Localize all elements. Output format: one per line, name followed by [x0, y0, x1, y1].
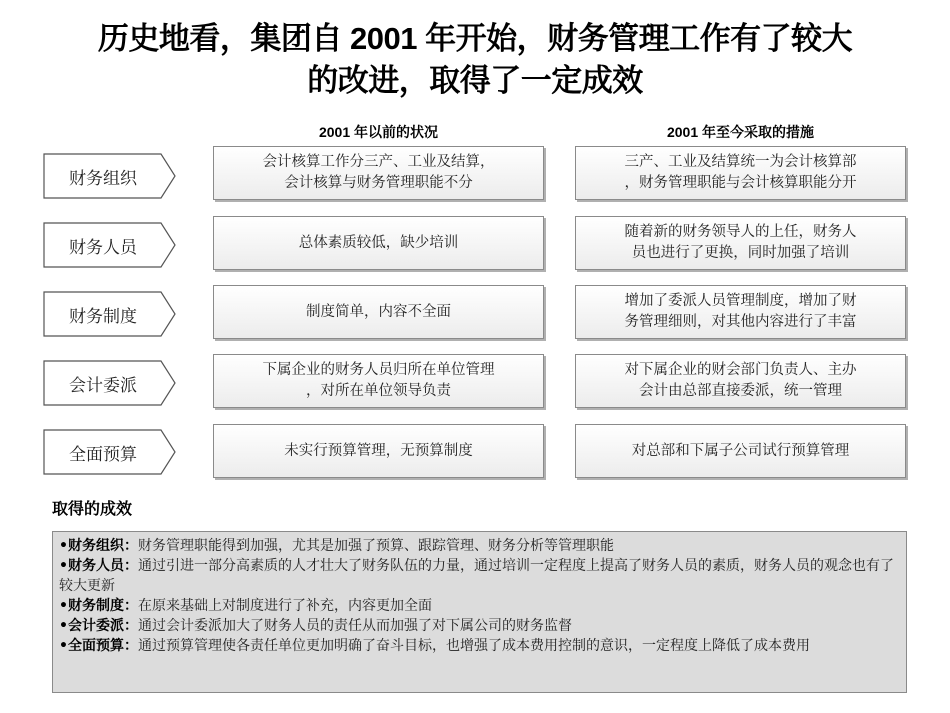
results-heading: 取得的成效 [52, 499, 133, 518]
result-term: 财务制度： [67, 598, 138, 614]
result-text: 财务管理职能得到加强，尤其是加强了预算、跟踪管理、财务分析等管理职能 [137, 538, 614, 554]
column-header-before: 2001 年以前的状况 [318, 124, 439, 140]
results-box [52, 531, 907, 693]
row-label-text: 财务组织 [69, 168, 137, 189]
page-title-line-1: 历史地看，集团自 2001 年开始，财务管理工作有了较大 [97, 21, 853, 56]
after-box-financial-system [575, 285, 906, 339]
bullet: • [59, 618, 68, 634]
page-title-line-2: 的改进，取得了一定成效 [307, 63, 643, 98]
result-term: 会计委派： [67, 618, 138, 634]
after-text: 对总部和下属子公司试行预算管理 [631, 442, 850, 459]
row-label-text: 财务人员 [69, 237, 137, 258]
bullet: • [59, 558, 68, 574]
row-label-text: 会计委派 [69, 375, 137, 396]
after-text: 随着新的财务领导人的上任，财务人 员也进行了更换，同时加强了培训 [624, 224, 857, 261]
row-label-text: 全面预算 [69, 444, 137, 465]
bullet: • [59, 638, 68, 654]
result-text: 在原来基础上对制度进行了补充，内容更加全面 [137, 598, 432, 614]
before-box-accounting-assignment [213, 354, 544, 408]
before-text: 未实行预算管理，无预算制度 [284, 442, 473, 459]
result-item [59, 596, 900, 616]
result-item [59, 556, 900, 596]
after-text: 增加了委派人员管理制度，增加了财 务管理细则，对其他内容进行了丰富 [624, 293, 857, 330]
before-text: 制度简单，内容不全面 [306, 303, 451, 320]
result-term: 财务人员： [67, 558, 138, 574]
result-text: 通过会计委派加大了财务人员的责任从而加强了对下属公司的财务监督 [137, 618, 572, 634]
after-box-financial-staff [575, 216, 906, 270]
after-box-accounting-assignment [575, 354, 906, 408]
result-text: 通过引进一部分高素质的人才壮大了财务队伍的力量，通过培训一定程度上提高了财务人员的素质，财务人员的观念也有了较大更新 [59, 558, 894, 594]
page-title [0, 18, 950, 102]
row-label-financial-system [43, 291, 177, 337]
result-item [59, 536, 900, 556]
row-label-comprehensive-budget [43, 429, 177, 475]
result-item [59, 616, 900, 636]
column-header-after: 2001 年至今采取的措施 [666, 124, 815, 140]
after-box-financial-organization [575, 146, 906, 200]
result-item [59, 636, 900, 656]
after-box-comprehensive-budget [575, 424, 906, 478]
before-box-comprehensive-budget [213, 424, 544, 478]
after-text: 对下属企业的财会部门负责人、主办 会计由总部直接委派，统一管理 [624, 362, 857, 399]
bullet: • [59, 538, 68, 554]
before-box-financial-organization [213, 146, 544, 200]
row-label-accounting-assignment [43, 360, 177, 406]
before-text: 总体素质较低，缺少培训 [298, 234, 459, 251]
result-term: 全面预算： [67, 638, 138, 654]
after-text: 三产、工业及结算统一为会计核算部 ，财务管理职能与会计核算职能分开 [624, 154, 857, 191]
before-text: 下属企业的财务人员归所在单位管理 ，对所在单位领导负责 [262, 362, 495, 399]
before-box-financial-system [213, 285, 544, 339]
bullet: • [59, 598, 68, 614]
result-text: 通过预算管理使各责任单位更加明确了奋斗目标，也增强了成本费用控制的意识，一定程度上降低了成本费用 [137, 638, 810, 654]
before-text: 会计核算工作分三产、工业及结算， 会计核算与财务管理职能不分 [262, 154, 495, 191]
row-label-text: 财务制度 [69, 306, 137, 327]
row-label-financial-staff [43, 222, 177, 268]
before-box-financial-staff [213, 216, 544, 270]
row-label-financial-organization [43, 153, 177, 199]
result-term: 财务组织： [67, 538, 138, 554]
